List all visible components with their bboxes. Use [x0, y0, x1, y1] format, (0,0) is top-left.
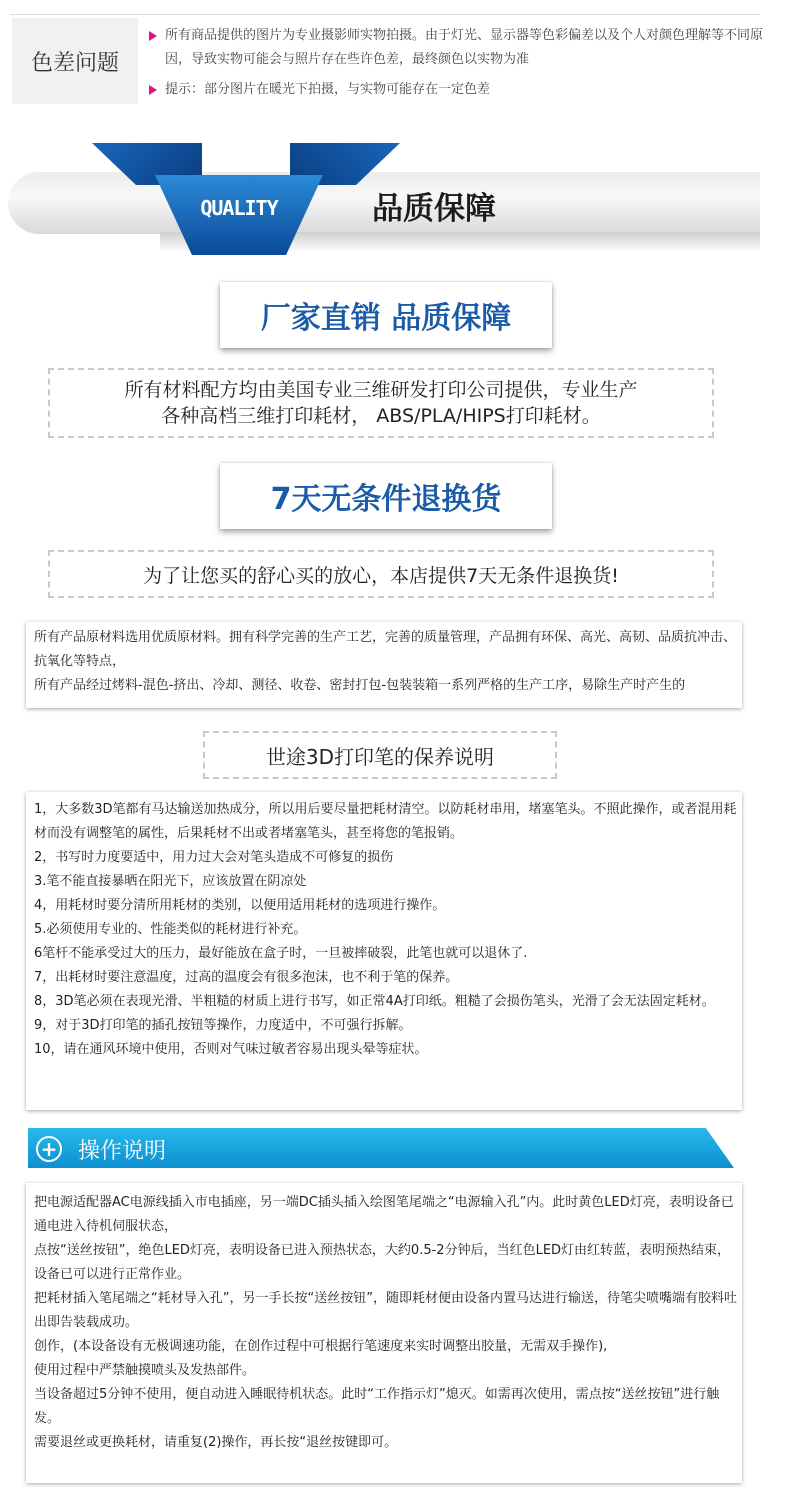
color-diff-note	[147, 78, 787, 102]
direct-sale-heading: 厂家直销 品质保障	[220, 282, 552, 348]
care-item: 10，请在通风环境中使用，否则对气味过敏者容易出现头晕等症状。	[34, 1042, 428, 1057]
color-diff-label: 色差问题	[12, 18, 138, 104]
operation-paragraph: 使用过程中严禁触摸喷头及发热部件。	[34, 1363, 256, 1378]
operation-paragraph: 需要退丝或更换耗材，请重复(2)操作，再长按“退丝按键即可。	[34, 1435, 398, 1450]
quality-badge-text: QUALITY	[200, 196, 278, 220]
return-policy-desc: 为了让您买的舒心买的放心，本店提供7天无条件退换货!	[48, 550, 714, 598]
quality-title: 品质保障	[372, 191, 496, 227]
note-text: 所有商品提供的图片为专业摄影师实物拍摄。由于灯光、显示器等色彩偏差以及个人对颜色理解等不同原因，导致实物可能会与照片存在些许色差，最终颜色以实物为准	[165, 28, 764, 67]
care-panel	[26, 792, 742, 1110]
pink-triangle-icon	[149, 31, 157, 41]
operation-panel	[26, 1183, 742, 1483]
return-policy-heading: 7天无条件退换货	[220, 463, 552, 529]
care-item: 2，书写时力度要适中，用力过大会对笔头造成不可修复的损伤	[34, 850, 394, 865]
operation-paragraph: 点按“送丝按钮”，绝色LED灯亮，表明设备已进入预热状态，大约0.5-2分钟后，当红色LED灯由红转蓝，表明预热结束，设备已可以进行正常作业。	[34, 1243, 731, 1282]
operation-paragraph: 当设备超过5分钟不使用，便自动进入睡眠待机状态。此时“工作指示灯”熄灭。如需再次使用，需点按“送丝按钮”进行触发。	[34, 1387, 720, 1426]
care-title: 世途3D打印笔的保养说明	[203, 731, 557, 779]
top-divider	[10, 14, 760, 15]
plus-circle-icon: +	[36, 1136, 62, 1162]
operation-paragraph: 把电源适配器AC电源线插入市电插座，另一端DC插头插入绘图笔尾端之“电源输入孔”内。此时黄色LED灯亮，表明设备已通电进入待机伺服状态，	[34, 1195, 734, 1234]
direct-sale-desc-line2: 各种高档三维打印耗材， ABS/PLA/HIPS打印耗材。	[161, 405, 601, 427]
note-text: 提示：部分图片在暖光下拍摄，与实物可能存在一定色差	[165, 82, 491, 97]
care-item: 4，用耗材时要分清所用耗材的类别，以便用适用耗材的选项进行操作。	[34, 898, 446, 913]
direct-sale-desc-line1: 所有材料配方均由美国专业三维研发打印公司提供，专业生产	[124, 379, 638, 401]
operation-paragraph: 创作，(本设备设有无极调速功能，在创作过程中可根据行笔速度来实时调整出胶量，无需双手操作),	[34, 1339, 608, 1354]
materials-paragraph: 所有产品原材料选用优质原材料。拥有科学完善的生产工艺，完善的质量管理，产品拥有环保、高光、高韧、品质抗冲击、抗氧化等特点，	[34, 630, 737, 669]
pink-triangle-icon	[149, 85, 157, 95]
direct-sale-desc	[48, 368, 714, 438]
operation-paragraph: 把耗材插入笔尾端之“耗材导入孔”，另一手长按“送丝按钮”，随即耗材便由设备内置马达进行输送，待笔尖喷嘴端有胶料吐出即告装载成功。	[34, 1291, 737, 1330]
care-item: 3.笔不能直接暴晒在阳光下，应该放置在阴凉处	[34, 874, 307, 889]
care-item: 1，大多数3D笔都有马达输送加热成分，所以用后要尽量把耗材清空。以防耗材串用，堵塞笔头。不照此操作，或者混用耗材而没有调整笔的属性，后果耗材不出或者堵塞笔头，甚至将您的笔报销。	[34, 802, 737, 841]
color-diff-notes	[147, 24, 787, 102]
care-item: 7，出耗材时要注意温度，过高的温度会有很多泡沫，也不利于笔的保养。	[34, 970, 459, 985]
care-item: 5.必须使用专业的、性能类似的耗材进行补充。	[34, 922, 307, 937]
operation-title: 操作说明	[78, 1139, 167, 1164]
materials-panel	[26, 622, 742, 708]
care-item: 9，对于3D打印笔的插孔按钮等操作，力度适中，不可强行拆解。	[34, 1018, 412, 1033]
color-diff-note	[147, 24, 787, 72]
materials-paragraph: 所有产品经过烤料-混色-挤出、冷却、测径、收卷、密封打包-包装装箱一系列严格的生产工序，易除生产时产生的	[34, 678, 686, 693]
care-item: 8，3D笔必须在表现光滑、半粗糙的材质上进行书写，如正常4A打印纸。粗糙了会损伤笔头，光滑了会无法固定耗材。	[34, 994, 715, 1009]
care-item: 6笔杆不能承受过大的压力，最好能放在盒子时，一旦被摔破裂，此笔也就可以退休了.	[34, 946, 528, 961]
